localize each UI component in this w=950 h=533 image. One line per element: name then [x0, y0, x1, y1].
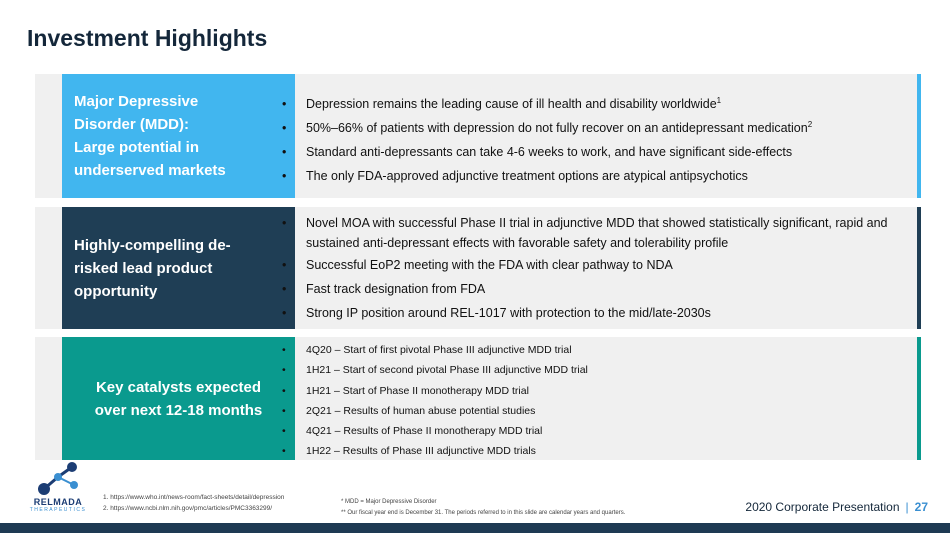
footer-label: 2020 Corporate Presentation: [745, 500, 900, 514]
lead-product-label-box: [62, 207, 295, 329]
footnote: * MDD = Major Depressive Disorder: [341, 499, 437, 505]
mdd-label: Major Depressive Disorder (MDD): Large potential in underserved markets: [74, 93, 226, 179]
relmada-logo: [20, 461, 96, 519]
section-edge: [917, 74, 921, 198]
bullet-item: • Strong IP position around REL-1017 with protection to the mid/late-2030s: [282, 305, 902, 321]
reference-item: 2. https://www.ncbi.nlm.nih.gov/pmc/articles/PMC3363299/: [103, 505, 273, 512]
bullet-item: • 4Q20 – Start of first pivotal Phase III adjunctive MDD trial: [282, 344, 588, 357]
page-title: Investment Highlights: [27, 25, 268, 51]
bullet-item: • 4Q21 – Results of Phase II monotherapy MDD trial: [282, 425, 588, 438]
bullet-item: • 50%–66% of patients with depression do not fully recover on an antidepressant medication$^2$: [282, 120, 812, 136]
bullet-item: • 1H21 – Start of Phase II monotherapy MDD trial: [282, 385, 588, 398]
bullet-item: • Successful EoP2 meeting with the FDA with clear pathway to NDA: [282, 257, 902, 273]
molecule-icon: [20, 461, 96, 497]
section-edge: [917, 207, 921, 329]
references: [103, 492, 284, 514]
section-edge: [917, 337, 921, 460]
bullet-item: • Standard anti-depressants can take 4-6 weeks to work, and have significant side-effects: [282, 144, 812, 160]
bottom-bar: [0, 523, 950, 533]
catalysts-label-box: [62, 337, 295, 460]
mdd-section: [35, 74, 917, 198]
mdd-bullets: [282, 96, 812, 192]
bullet-item: • 2Q21 – Results of human abuse potential studies: [282, 405, 588, 418]
reference-item: 1. https://www.who.int/news-room/fact-sheets/detail/depression: [103, 494, 285, 501]
mdd-label-box: [62, 74, 295, 198]
footnote: ** Our fiscal year end is December 31. The periods referred to in this slide are calendar years and quarters.: [341, 510, 626, 516]
catalysts-section: [35, 337, 917, 460]
bullet-item: • The only FDA-approved adjunctive treatment options are atypical antipsychotics: [282, 168, 812, 184]
lead-product-bullets: [282, 213, 902, 329]
catalysts-bullets: [282, 344, 588, 466]
footnotes: [341, 497, 625, 519]
bullet-item: • 1H21 – Start of second pivotal Phase III adjunctive MDD trial: [282, 364, 588, 377]
footer: [745, 500, 928, 514]
lead-product-label: Highly-compelling de- risked lead product opportunity: [74, 236, 231, 300]
bullet-item: • Fast track designation from FDA: [282, 281, 902, 297]
bullet-item: • 1H22 – Results of Phase III adjunctive MDD trials: [282, 445, 588, 458]
logo-name: RELMADA: [33, 497, 83, 507]
bullet-item: • Depression remains the leading cause of ill health and disability worldwide$^1$: [282, 96, 812, 112]
lead-product-section: [35, 207, 917, 329]
page-number: 27: [914, 500, 928, 514]
catalysts-label: Key catalysts expected over next 12-18 months: [94, 378, 263, 419]
logo-subtitle: THERAPEUTICS: [29, 507, 87, 513]
bullet-item: • Novel MOA with successful Phase II trial in adjunctive MDD that showed statistically significant, rapid and sustained anti-depressant effects with favorable safety and tolerability profile: [282, 213, 902, 253]
footer-separator: |: [905, 500, 909, 514]
